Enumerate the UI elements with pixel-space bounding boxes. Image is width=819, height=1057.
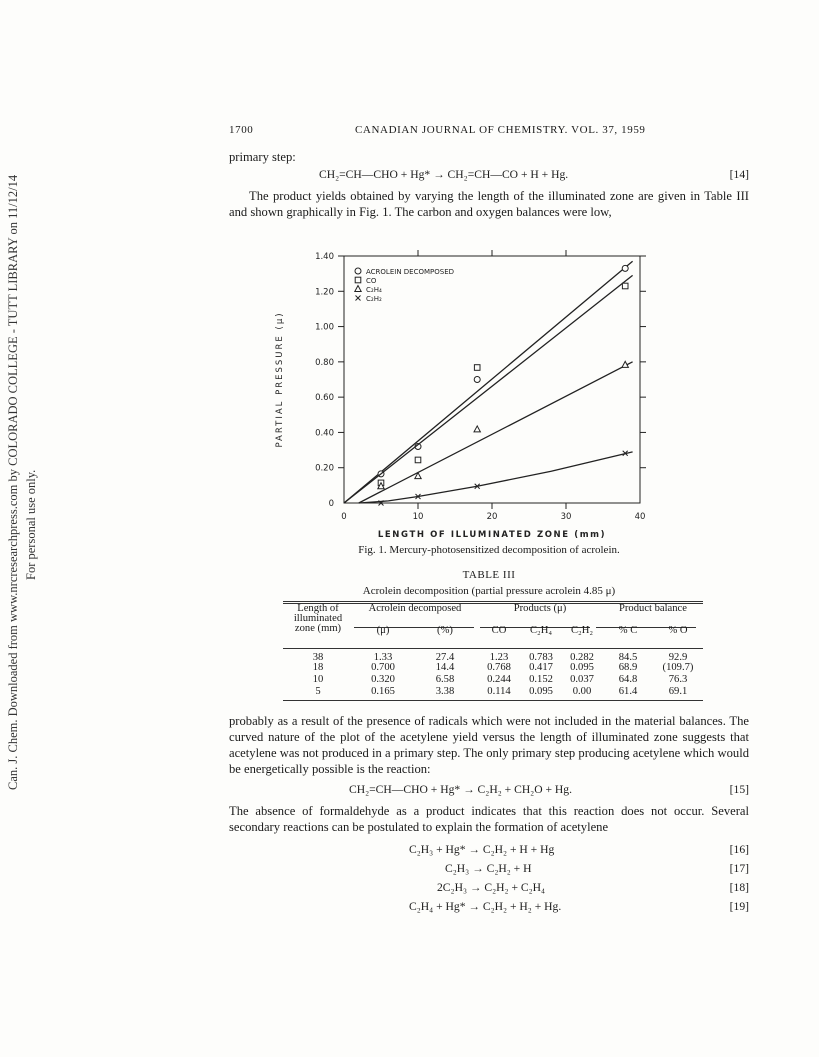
data-point — [415, 457, 421, 463]
table-cell: 0.783 — [529, 652, 553, 663]
series-fit-line — [344, 261, 633, 503]
equation-number: [17] — [729, 862, 749, 875]
table-cell: 0.282 — [570, 652, 594, 663]
series-fit-line — [344, 275, 633, 503]
legend-marker — [355, 286, 361, 292]
y-tick-label: 0.60 — [315, 393, 334, 404]
personal-use-notice: For personal use only. — [24, 469, 38, 580]
table-cell: (109.7) — [662, 662, 694, 673]
x-tick-label: 0 — [341, 512, 347, 522]
table-cell: 0.244 — [487, 674, 511, 685]
legend-label: CO — [366, 277, 377, 285]
subheader: % O — [668, 625, 688, 636]
x-tick-label: 10 — [412, 512, 424, 522]
table-cell: 61.4 — [618, 686, 638, 697]
data-point — [474, 365, 480, 371]
table-cell: 0.417 — [529, 662, 553, 673]
equation-number: [15] — [729, 783, 749, 796]
header-products: Products (μ) — [513, 603, 567, 614]
table-top-rule — [283, 601, 703, 602]
y-tick-label: 1.00 — [315, 322, 334, 333]
page-number: 1700 — [229, 124, 254, 136]
table-cell: 84.5 — [618, 652, 638, 663]
table-iii — [283, 604, 703, 699]
figure-caption: Fig. 1. Mercury-photosensitized decomposition of acrolein. — [358, 544, 620, 556]
x-tick-label: 40 — [634, 512, 646, 522]
table-cell: 0.095 — [570, 662, 594, 673]
subheader: C₂H₂ — [570, 625, 594, 636]
legend-label: C₂H₄ — [366, 286, 382, 294]
table-cell: 38 — [312, 652, 324, 663]
y-tick-label: 1.40 — [315, 252, 334, 262]
equation-number: [19] — [729, 900, 749, 913]
table-cell: 0.320 — [371, 674, 395, 685]
intro-text: primary step: — [229, 150, 296, 164]
table-cell: 64.8 — [618, 674, 638, 685]
table-cell: 0.114 — [487, 686, 511, 697]
equation-text: 2C₂H₃ → C₂H₂ + C₂H₄ — [437, 881, 546, 894]
subheader: % C — [618, 625, 638, 636]
paragraph-2: probably as a result of the presence of radicals which were not included in the material balances. The curved nature of the plot of the acetylene yield versus the length of illuminated zone suggests that acetylene was not produced in a primary step. The only primary step producing acetylene which would be energetically possible is the reaction: — [229, 714, 749, 776]
table-cell: 76.3 — [668, 674, 688, 685]
header-product-balance: Product balance — [619, 603, 687, 614]
equation-text: C₂H₃ → C₂H₂ + H — [445, 862, 532, 875]
table-cell: 0.165 — [371, 686, 395, 697]
y-tick-label: 0.80 — [315, 357, 334, 368]
table-bottom-rule — [283, 700, 703, 701]
y-tick-label: 0 — [328, 499, 334, 509]
journal-title: CANADIAN JOURNAL OF CHEMISTRY. VOL. 37, 1959 — [355, 124, 646, 136]
y-tick-label: 1.20 — [315, 287, 334, 298]
table-cell: 0.037 — [570, 674, 594, 685]
legend-marker — [355, 268, 361, 274]
y-tick-label: 0.20 — [315, 463, 334, 474]
equation-text: CH₂=CH—CHO + Hg* → CH₂=CH—CO + H + Hg. — [319, 168, 569, 181]
table-cell: 0.095 — [529, 686, 553, 697]
subheader: (μ) — [376, 625, 390, 636]
table-cell: 92.9 — [668, 652, 688, 663]
data-point — [474, 426, 480, 432]
figure-1-chart — [262, 248, 662, 568]
table-cell: 18 — [312, 662, 324, 673]
header-acrolein-decomposed: Acrolein decomposed — [368, 603, 462, 614]
equation-number: [18] — [729, 881, 749, 894]
table-cell: 6.58 — [435, 674, 455, 685]
download-sidebar — [6, 174, 46, 880]
equation-text: CH₂=CH—CHO + Hg* → C₂H₂ + CH₂O + Hg. — [349, 783, 573, 796]
subheader: CO — [491, 625, 507, 636]
table-cell: 0.768 — [487, 662, 511, 673]
table-cell: 14.4 — [435, 662, 455, 673]
table-caption: Acrolein decomposition (partial pressure acrolein 4.85 μ) — [362, 585, 616, 597]
data-point — [622, 265, 628, 271]
equation-number: [14] — [729, 168, 749, 181]
y-axis-label: PARTIAL PRESSURE (μ) — [275, 311, 285, 448]
table-cell: 27.4 — [435, 652, 455, 663]
table-title: TABLE III — [462, 569, 516, 581]
header-length: Length of illuminated zone (mm) — [293, 603, 343, 634]
equation-text: C₂H₃ + Hg* → C₂H₂ + H + Hg — [409, 843, 555, 856]
table-cell: 3.38 — [435, 686, 455, 697]
x-axis-label: LENGTH OF ILLUMINATED ZONE (mm) — [377, 530, 607, 540]
table-cell: 0.152 — [529, 674, 553, 685]
table-cell: 10 — [312, 674, 324, 685]
table-row — [283, 648, 703, 663]
equation-number: [16] — [729, 843, 749, 856]
y-tick-label: 0.40 — [315, 428, 334, 439]
legend-marker — [355, 277, 361, 283]
data-point — [474, 377, 480, 383]
download-notice: Can. J. Chem. Downloaded from www.nrcresearchpress.com by COLORADO COLLEGE - TUTT LIBRARY on 11/12/14 — [6, 174, 20, 790]
table-cell: 69.1 — [668, 686, 688, 697]
table-cell: 1.23 — [489, 652, 509, 663]
table-cell: 1.33 — [373, 652, 393, 663]
table-cell: 5 — [315, 686, 321, 697]
equation-text: C₂H₄ + Hg* → C₂H₂ + H₂ + Hg. — [409, 900, 562, 913]
paragraph-1: The product yields obtained by varying the length of the illuminated zone are given in Table III and shown graphically in Fig. 1. The carbon and oxygen balances were low, — [229, 189, 749, 219]
data-point — [622, 283, 628, 289]
subheader: C₂H₄ — [529, 625, 553, 636]
legend-label: ACROLEIN DECOMPOSED — [366, 268, 455, 276]
x-tick-label: 20 — [486, 512, 498, 522]
x-tick-label: 30 — [560, 512, 572, 522]
subheader: (%) — [437, 625, 453, 636]
paragraph-3: The absence of formaldehyde as a product indicates that this reaction does not occur. Several secondary reactions can be postulated to explain the formation of acetylene — [229, 804, 749, 834]
legend-label: C₂H₂ — [366, 295, 382, 303]
table-cell: 68.9 — [618, 662, 638, 673]
table-row — [283, 687, 703, 699]
table-cell: 0.00 — [572, 686, 592, 697]
table-cell: 0.700 — [371, 662, 395, 673]
